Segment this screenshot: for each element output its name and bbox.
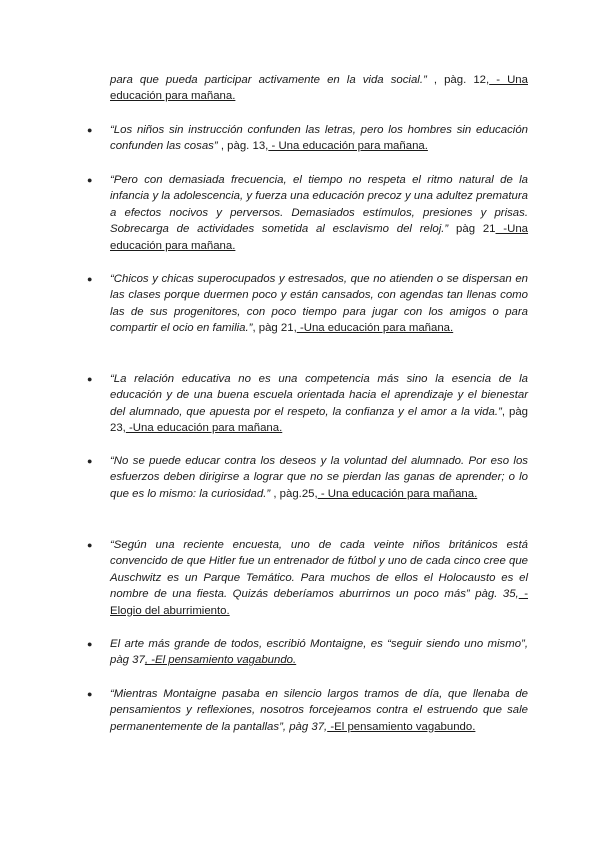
quote-text: “La relación educativa no es una competencia más sino la esencia de la educación y de una buena escuela orientada hacia el aprendizaje y el bienestar del alumnado, que apuesta por el respeto, la confianza y el amor a la vida.” xyxy=(110,373,528,418)
quote-text: para que pueda participar activamente en la vida social.” xyxy=(110,74,427,86)
bullet-icon: ● xyxy=(87,540,93,550)
bullet-icon: ● xyxy=(87,125,93,135)
bullet-icon: ● xyxy=(87,456,93,466)
continuation-paragraph xyxy=(110,72,528,105)
list-item xyxy=(110,271,528,337)
source-reference: - Una educación para mañana. xyxy=(317,487,478,500)
source-reference: -Una educación para mañana. xyxy=(125,422,283,435)
list-item xyxy=(110,453,528,502)
list-item xyxy=(110,122,528,155)
bullet-icon: ● xyxy=(87,274,93,284)
quote-text: “Los niños sin instrucción confunden las letras, pero los hombres sin educación confunden las cosas” xyxy=(110,124,528,153)
list-item xyxy=(110,172,528,254)
source-reference: - Una educación para mañana. xyxy=(110,74,528,103)
quote-text: “Mientras Montaigne pasaba en silencio largos tramos de día, que llenaba de pensamientos y reflexiones, nosotros forcejeamos contra el estruendo que sale permanentemente de la pantallas”, pàg 37, xyxy=(110,688,528,733)
bullet-icon: ● xyxy=(87,689,93,699)
page-reference: , pàg 23, xyxy=(110,405,528,435)
source-reference: -Una educación para mañana. xyxy=(296,322,454,335)
source-reference: -El pensamiento vagabundo. xyxy=(327,720,476,733)
page-reference: pàg 21 xyxy=(448,223,496,236)
list-item xyxy=(110,636,528,669)
page-reference: , pàg. 12, xyxy=(426,74,490,86)
list-item xyxy=(110,537,528,619)
quote-text: “Pero con demasiada frecuencia, el tiempo no respeta el ritmo natural de la infancia y la adolescencia, y fuerza una educación precoz y una adultez prematura a efectos nocivos y perversos. Demasiados estímulos, presiones y prisas. Sobrecarga de actividades sometida al esclavismo del reloj.” xyxy=(110,174,528,236)
quote-text: “Según una reciente encuesta, uno de cada veinte niños británicos está convencido de que Hitler fue un entrenador de fútbol y uno de cada cinco cree que Auschwitz es un Parque Temático. Para muchos de ellos el Holocausto es el nombre de una fiesta. Quizás deberíamos aburrirnos un poco más” pàg. 35, xyxy=(110,539,528,601)
source-reference: - Una educación para mañana. xyxy=(268,140,428,153)
quote-text: “Chicos y chicas superocupados y estresados, que no atienden o se dispersan en las clases porque duermen poco y están cansados, con agendas tan llenas como las de sus progenitores, con poco tiempo para jugar con los amigos o para compartir el ocio en familia.” xyxy=(110,273,528,335)
bullet-icon: ● xyxy=(87,175,93,185)
page-reference: , pàg. 13, xyxy=(217,140,269,153)
bullet-icon: ● xyxy=(87,374,93,384)
list-item xyxy=(110,686,528,735)
page-reference: , pàg 21, xyxy=(252,322,297,335)
source-reference: -Una educación para mañana. xyxy=(110,223,529,252)
quote-text: El arte más grande de todos, escribió Montaigne, es “seguir siendo uno mismo”, pàg 37 xyxy=(110,638,528,667)
page-reference: , pàg.25, xyxy=(270,487,318,500)
bullet-icon: ● xyxy=(87,639,93,649)
quote-text: “No se puede educar contra los deseos y la voluntad del alumnado. Por eso los esfuerzos deben dirigirse a lograr que no se pierdan las ganas de aprender; o lo que es lo mismo: la curiosidad.” xyxy=(110,455,528,500)
source-reference: , -El pensamiento vagabundo. xyxy=(144,654,297,667)
source-reference: -Elogio del aburrimiento. xyxy=(110,588,528,617)
list-item xyxy=(110,371,528,437)
